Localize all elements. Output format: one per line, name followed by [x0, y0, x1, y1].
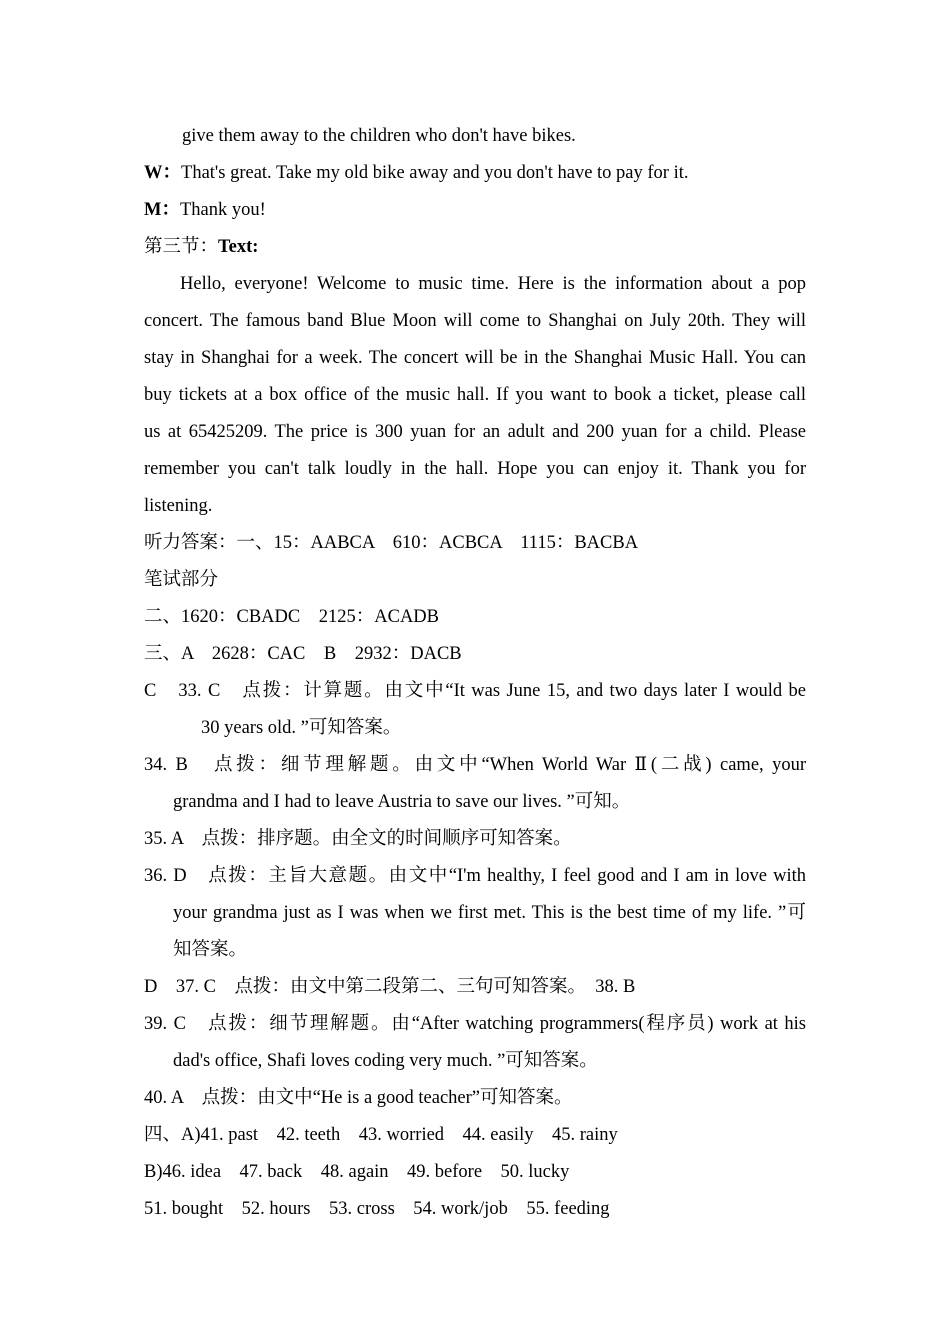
answers-part-4c: 51. bought 52. hours 53. cross 54. work/job 55. feeding	[144, 1199, 610, 1219]
speaker-label: W：	[144, 163, 182, 183]
written-section-heading: 笔试部分	[144, 570, 219, 590]
dialogue-line-m	[144, 192, 806, 229]
speaker-label: M：	[144, 200, 180, 220]
answer-33: C 33. C 点拨：计算题。由文中“It was June 15, and two days later I would be	[144, 681, 806, 701]
answer-40: 40. A 点拨：由文中“He is a good teacher”可知答案。	[144, 1088, 573, 1108]
paragraph-line: concert. The famous band Blue Moon will come to Shanghai on July 20th. They will	[144, 311, 806, 331]
answer-35: 35. A 点拨：排序题。由全文的时间顺序可知答案。	[144, 829, 572, 849]
answer-36-cont: your grandma just as I was when we first met. This is the best time of my life. ”可	[173, 903, 806, 923]
text-line: give them away to the children who don't have bikes.	[182, 126, 576, 146]
answer-33-cont: 30 years old. ”可知答案。	[201, 718, 402, 738]
paragraph-line: us at 65425209. The price is 300 yuan for an adult and 200 yuan for a child. Please	[144, 422, 806, 442]
answers-part-3: 三、A 2628：CAC B 2932：DACB	[144, 644, 462, 664]
listening-answers: 听力答案：一、15：AABCA 610：ACBCA 1115：BACBA	[144, 533, 639, 553]
section-title: Text:	[218, 237, 259, 257]
answer-37-38: D 37. C 点拨：由文中第二段第二、三句可知答案。 38. B	[144, 977, 636, 997]
answer-39: 39. C 点拨：细节理解题。由“After watching programmers(程序员) work at his	[144, 1014, 806, 1034]
document-page	[144, 118, 806, 1228]
paragraph-line: stay in Shanghai for a week. The concert will be in the Shanghai Music Hall. You can	[144, 348, 806, 368]
paragraph-line: remember you can't talk loudly in the hall. Hope you can enjoy it. Thank you for	[144, 459, 806, 479]
paragraph-line: listening.	[144, 496, 213, 516]
section-heading	[144, 229, 806, 266]
answer-39-cont: dad's office, Shafi loves coding very much. ”可知答案。	[173, 1051, 598, 1071]
section-label: 第三节：	[144, 237, 219, 257]
paragraph-line: buy tickets at a box office of the music hall. If you want to book a ticket, please call	[144, 385, 806, 405]
answer-36-cont: 知答案。	[173, 940, 248, 960]
answers-part-2: 二、1620：CBADC 2125：ACADB	[144, 607, 439, 627]
dialogue-text: That's great. Take my old bike away and you don't have to pay for it.	[181, 163, 689, 183]
answer-36: 36. D 点拨：主旨大意题。由文中“I'm healthy, I feel good and I am in love with	[144, 866, 806, 886]
dialogue-line-w	[144, 155, 806, 192]
paragraph-line: Hello, everyone! Welcome to music time. Here is the information about a pop	[180, 274, 806, 294]
dialogue-text: Thank you!	[179, 200, 266, 220]
answer-34: 34. B 点拨：细节理解题。由文中“When World War Ⅱ(二战) came, your	[144, 755, 806, 775]
answers-part-4b: B)46. idea 47. back 48. again 49. before 50. lucky	[144, 1162, 570, 1182]
answers-part-4a: 四、A)41. past 42. teeth 43. worried 44. easily 45. rainy	[144, 1125, 618, 1145]
answer-34-cont: grandma and I had to leave Austria to save our lives. ”可知。	[173, 792, 631, 812]
